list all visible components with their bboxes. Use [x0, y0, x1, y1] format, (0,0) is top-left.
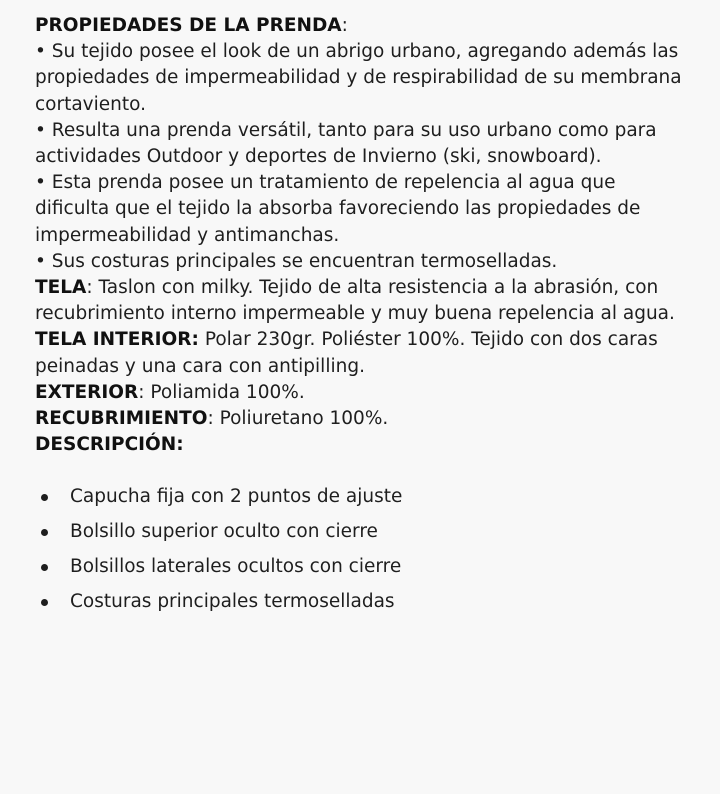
tela-text: : Taslon con milky. Tejido de alta resistencia a la abrasión, con recubrimiento interno impermeable y muy buena repelencia al agua. — [35, 277, 675, 325]
properties-heading-colon: : — [341, 15, 348, 36]
tela-label: TELA — [35, 277, 87, 299]
bullet-icon — [41, 599, 48, 606]
tela-spec — [35, 275, 695, 327]
list-item — [35, 589, 695, 624]
exterior-text: : Poliamida 100%. — [138, 381, 305, 403]
list-item-text: Bolsillo superior oculto con cierre — [70, 521, 378, 543]
bullet-icon — [41, 564, 48, 571]
tela-interior-label: TELA INTERIOR: — [35, 329, 199, 351]
property-item: • Sus costuras principales se encuentran termoselladas. — [35, 250, 558, 272]
tela-interior-spec — [35, 327, 695, 379]
descripcion-label: DESCRIPCIÓN: — [35, 434, 184, 456]
list-item-text: Capucha fija con 2 puntos de ajuste — [70, 486, 403, 508]
exterior-label: EXTERIOR — [35, 381, 139, 403]
list-item — [35, 484, 695, 519]
list-item — [35, 519, 695, 554]
property-item: • Resulta una prenda versátil, tanto para su uso urbano como para actividades Outdoor y deportes de Invierno (ski, snowboard). — [35, 119, 657, 168]
list-item-text: Costuras principales termoselladas — [70, 591, 395, 613]
recubrimiento-spec — [35, 406, 695, 432]
exterior-spec — [35, 380, 695, 406]
property-item: • Su tejido posee el look de un abrigo urbano, agregando además las propiedades de impermeabilidad y de respirabilidad de su membrana cortaviento. — [35, 41, 682, 115]
bullet-icon — [41, 494, 48, 501]
list-item — [35, 554, 695, 589]
property-item: • Esta prenda posee un tratamiento de repelencia al agua que dificulta que el tejido la absorba favoreciendo las propiedades de impermeabilidad y antimanchas. — [35, 172, 641, 246]
properties-heading-label: PROPIEDADES DE LA PRENDA — [35, 15, 342, 36]
tela-interior-text: Polar 230gr. Poliéster 100%. Tejido con dos caras peinadas y una cara con antipilling. — [35, 329, 658, 377]
properties-heading — [35, 13, 695, 39]
bullet-icon — [41, 529, 48, 536]
properties-list — [35, 39, 695, 275]
descripcion-heading — [35, 432, 695, 458]
recubrimiento-label: RECUBRIMIENTO — [35, 408, 208, 430]
descripcion-list — [35, 484, 695, 624]
list-item-text: Bolsillos laterales ocultos con cierre — [70, 556, 402, 578]
recubrimiento-text: : Poliuretano 100%. — [207, 408, 389, 430]
product-description — [35, 13, 695, 624]
